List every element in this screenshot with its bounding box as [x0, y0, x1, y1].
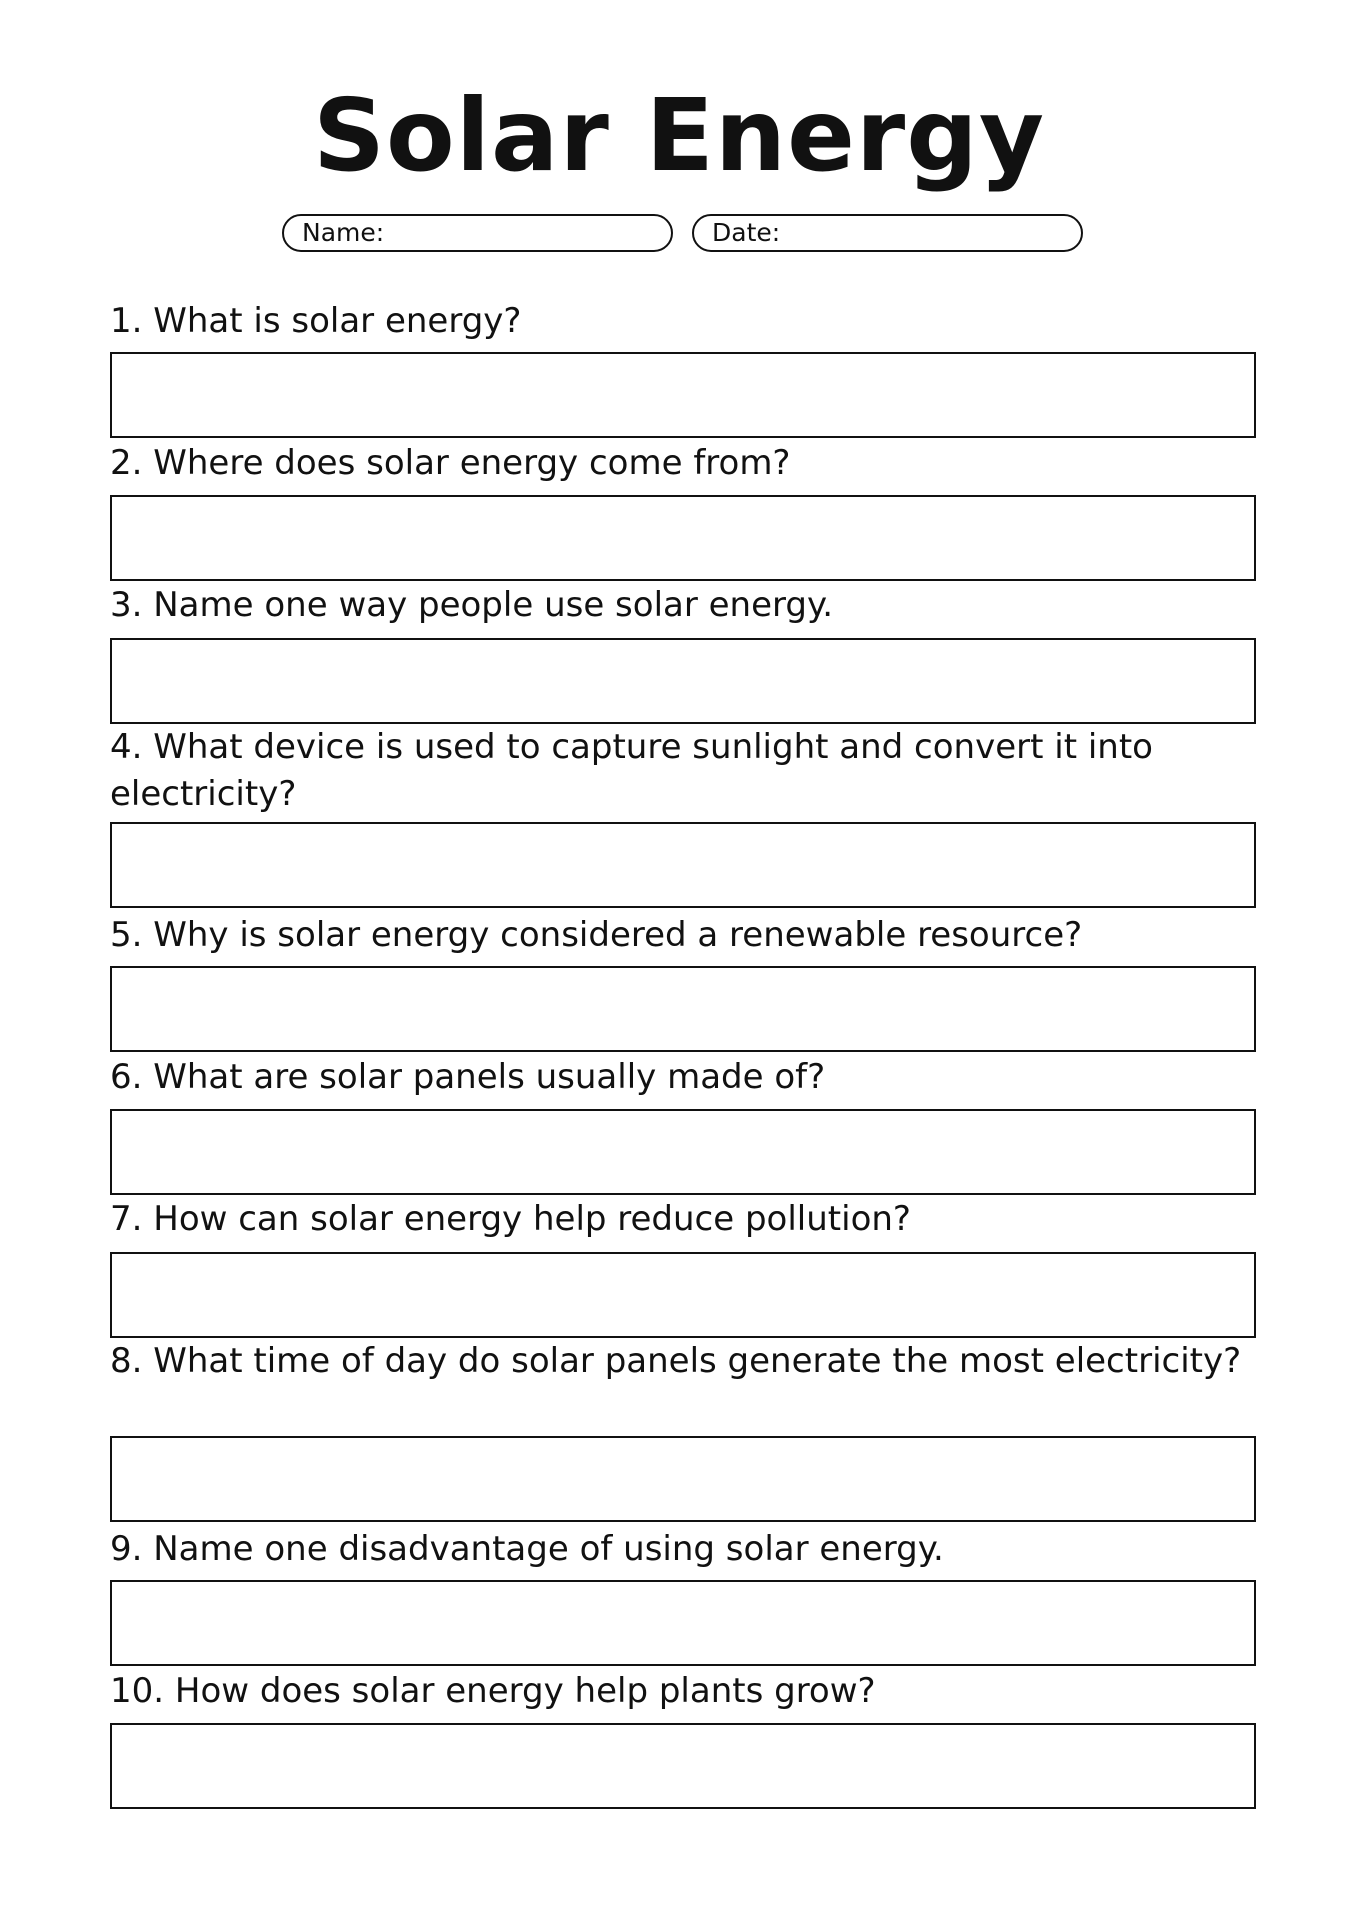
- answer-box-7[interactable]: [110, 1252, 1256, 1338]
- answer-box-10[interactable]: [110, 1723, 1256, 1809]
- question-1: 1. What is solar energy?: [110, 301, 522, 341]
- question-2: 2. Where does solar energy come from?: [110, 443, 791, 483]
- date-field[interactable]: [692, 214, 1083, 252]
- name-label: Name:: [302, 218, 385, 247]
- question-7: 7. How can solar energy help reduce pollution?: [110, 1199, 911, 1239]
- question-10: 10. How does solar energy help plants grow?: [110, 1671, 876, 1711]
- answer-box-5[interactable]: [110, 966, 1256, 1052]
- name-field[interactable]: [282, 214, 673, 252]
- question-5: 5. Why is solar energy considered a renewable resource?: [110, 915, 1083, 955]
- question-3: 3. Name one way people use solar energy.: [110, 585, 834, 625]
- question-6: 6. What are solar panels usually made of?: [110, 1057, 826, 1097]
- answer-box-2[interactable]: [110, 495, 1256, 581]
- answer-box-4[interactable]: [110, 822, 1256, 908]
- answer-box-1[interactable]: [110, 352, 1256, 438]
- answer-box-6[interactable]: [110, 1109, 1256, 1195]
- answer-box-3[interactable]: [110, 638, 1256, 724]
- answer-box-8[interactable]: [110, 1436, 1256, 1522]
- worksheet-title: Solar Energy: [312, 77, 1046, 194]
- date-label: Date:: [712, 218, 781, 247]
- question-8: 8. What time of day do solar panels generate the most electricity?: [110, 1341, 1242, 1381]
- answer-box-9[interactable]: [110, 1580, 1256, 1666]
- question-9: 9. Name one disadvantage of using solar energy.: [110, 1529, 944, 1569]
- question-4: 4. What device is used to capture sunlight and convert it into electricity?: [110, 727, 1153, 814]
